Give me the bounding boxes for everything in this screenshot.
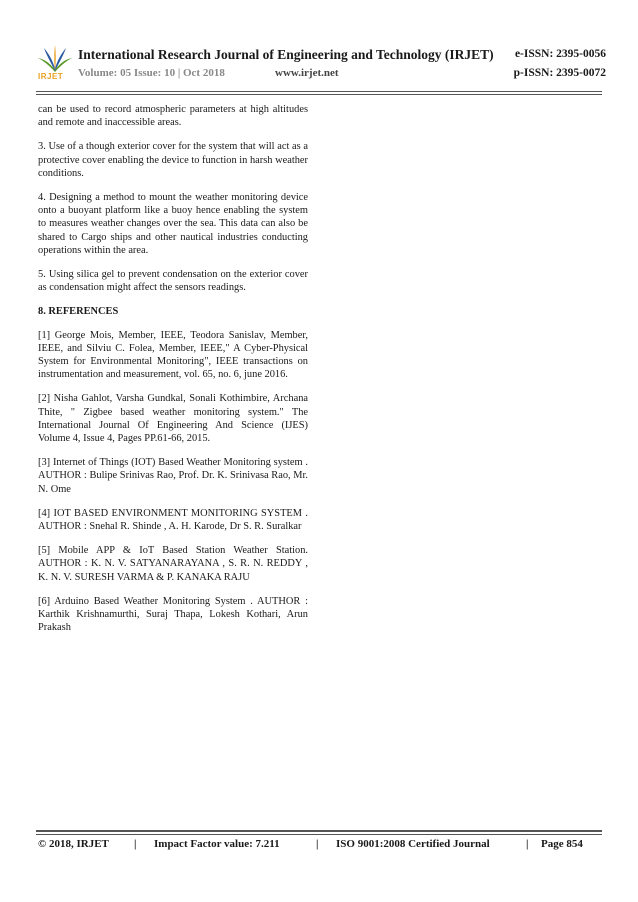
paragraph: can be used to record atmospheric parameters at high altitudes and remote and inaccessible areas. <box>38 104 308 129</box>
footer-separator: | <box>526 838 529 850</box>
reference-item: [5] Mobile APP & IoT Based Station Weather Station. AUTHOR : K. N. V. SATYANARAYANA , S. R. N. REDDY , K. N. V. SURESH VARMA & P. KANAKA RAJU <box>38 545 308 583</box>
irjet-logo <box>36 44 74 84</box>
reference-item: [3] Internet of Things (IOT) Based Weather Monitoring system . AUTHOR : Bulipe Srinivas Rao, Prof. Dr. K. Srinivasa Rao, Mr. N. Ome <box>38 457 308 495</box>
footer-copyright: © 2018, IRJET <box>38 838 109 850</box>
logo-text: IRJET <box>38 72 64 81</box>
reference-item: [1] George Mois, Member, IEEE, Teodora Sanislav, Member, IEEE, and Silviu C. Folea, Member, IEEE," A Cyber-Physical System for Environmental Monitoring", IEEE transactions on instrumentation and measurement, vol. 65, no. 6, june 2016. <box>38 329 308 381</box>
footer-page-number: Page 854 <box>541 838 583 850</box>
reference-item: [4] IOT BASED ENVIRONMENT MONITORING SYSTEM . AUTHOR : Snehal R. Shinde , A. H. Karode, Dr S. R. Suralkar <box>38 507 308 533</box>
e-issn: e-ISSN: 2395-0056 <box>514 48 606 60</box>
reference-item: [6] Arduino Based Weather Monitoring System . AUTHOR : Karthik Krishnamurthi, Suraj Thapa, Lokesh Kothari, Arun Prakash <box>38 595 308 634</box>
text-column <box>38 103 308 646</box>
footer-impact-factor: Impact Factor value: 7.211 <box>154 838 280 850</box>
header-rule <box>36 91 602 95</box>
references-heading: 8. REFERENCES <box>38 306 119 318</box>
page-footer <box>38 838 602 854</box>
journal-website[interactable]: www.irjet.net <box>275 67 339 79</box>
irjet-logo-icon <box>36 44 74 74</box>
paragraph: 3. Use of a though exterior cover for the system that will act as a protective cover enabling the device to function in harsh weather conditions. <box>38 141 308 179</box>
footer-separator: | <box>316 838 319 850</box>
journal-header <box>36 44 606 90</box>
footer-iso: ISO 9001:2008 Certified Journal <box>336 838 490 850</box>
footer-separator: | <box>134 838 137 850</box>
p-issn: p-ISSN: 2395-0072 <box>513 67 606 79</box>
volume-issue: Volume: 05 Issue: 10 | Oct 2018 <box>78 67 225 79</box>
paragraph: 5. Using silica gel to prevent condensation on the exterior cover as condensation might affect the sensors readings. <box>38 269 308 294</box>
reference-item: [2] Nisha Gahlot, Varsha Gundkal, Sonali Kothimbire, Archana Thite, " Zigbee based weather monitoring system." The International Journal Of Engineering And Science (IJES) Volume 4, Issue 4, Pages PP.61-66, 2015. <box>38 393 308 445</box>
journal-title: International Research Journal of Engineering and Technology (IRJET) <box>78 47 494 62</box>
paragraph: 4. Designing a method to mount the weather monitoring device onto a buoyant platform like a buoy hence enabling the system to measures weather changes over the sea. This data can also be shared to Cargo ships and other nautical industries conducting operations within the area. <box>38 192 308 256</box>
footer-rule <box>36 830 602 835</box>
